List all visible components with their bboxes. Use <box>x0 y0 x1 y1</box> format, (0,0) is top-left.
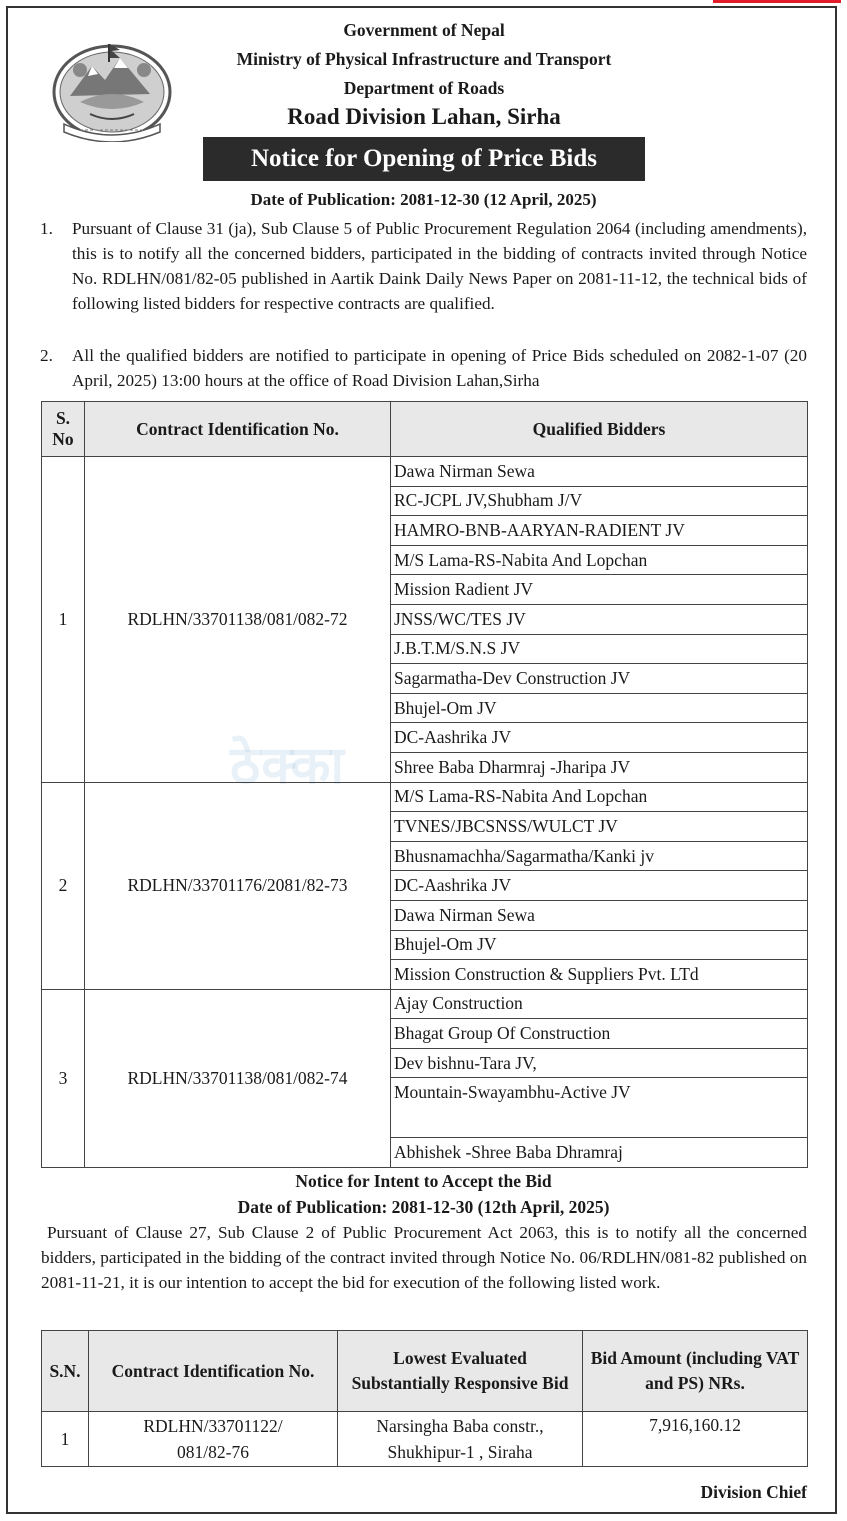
table-header-row <box>42 402 808 457</box>
bidder-cell: Mission Construction & Suppliers Pvt. LTd <box>391 960 808 990</box>
division-line: Road Division Lahan, Sirha <box>287 104 561 129</box>
col-bidders-header: Qualified Bidders <box>391 402 808 457</box>
bidder-cell: RC-JCPL JV,Shubham J/V <box>391 486 808 516</box>
col-amount-header: Bid Amount (including VAT and PS) NRs. <box>583 1331 808 1412</box>
contract-id-line: 081/82-76 <box>177 1442 249 1462</box>
bidder-cell: Mountain-Swayambhu-Active JV <box>391 1078 808 1138</box>
intent-date: Date of Publication: 2081-12-30 (12th April, 2025) <box>237 1197 610 1217</box>
paragraph-text: Pursuant of Clause 31 (ja), Sub Clause 5 of Public Procurement Regulation 2064 (including amendments), this is to notify all the concerned bidders, participated in the bidding of contracts invited through Notice No. RDLHN/081/82-05 published in Aartik Daink Daily News Paper on 2081-11-12, the technical bids of following listed bidders for respective contracts are qualified. <box>72 219 807 313</box>
department-line: Department of Roads <box>343 78 505 98</box>
corner-accent-mark <box>713 0 841 3</box>
accepted-bid-table <box>41 1330 808 1467</box>
bidder-cell: Mission Radient JV <box>391 575 808 605</box>
table-row <box>42 782 808 812</box>
bidder-cell: M/S Lama-RS-Nabita And Lopchan <box>391 782 808 812</box>
bidder-cell: M/S Lama-RS-Nabita And Lopchan <box>391 545 808 575</box>
row-sn: 3 <box>42 989 85 1167</box>
bidder-cell: Dawa Nirman Sewa <box>391 900 808 930</box>
paragraph-2 <box>40 343 807 393</box>
col-cid-header: Contract Identification No. <box>85 402 391 457</box>
row-contract-id: RDLHN/33701138/081/082-72 <box>85 457 391 783</box>
bidder-cell: J.B.T.M/S.N.S JV <box>391 634 808 664</box>
row-sn: 1 <box>42 1412 89 1467</box>
bidder-cell: Shree Baba Dharmraj -Jharipa JV <box>391 752 808 782</box>
signature-title: Division Chief <box>700 1482 807 1502</box>
bidder-line: Shukhipur-1 , Siraha <box>387 1442 533 1462</box>
bidder-cell: JNSS/WC/TES JV <box>391 604 808 634</box>
bidder-cell: Abhishek -Shree Baba Dhramraj <box>391 1138 808 1168</box>
paragraph-text: All the qualified bidders are notified to participate in opening of Price Bids scheduled on 2082-1-07 (20 April, 2025) 13:00 hours at the office of Road Division Lahan,Sirha <box>72 346 807 390</box>
notice-title-banner: Notice for Opening of Price Bids <box>203 137 645 181</box>
table-header-row <box>42 1331 808 1412</box>
table-row <box>42 457 808 487</box>
col-bid-header: Lowest Evaluated Substantially Responsive Bid <box>338 1331 583 1412</box>
bidder-cell: Sagarmatha-Dev Construction JV <box>391 664 808 694</box>
bidder-cell: Ajay Construction <box>391 989 808 1019</box>
bidder-line: Narsingha Baba constr., <box>376 1416 544 1436</box>
bidder-cell: Bhagat Group Of Construction <box>391 1019 808 1049</box>
paragraph-1 <box>40 216 807 316</box>
nepal-emblem-icon <box>50 36 174 142</box>
row-contract-id: RDLHN/33701138/081/082-74 <box>85 989 391 1167</box>
watermark-text: ठेक्का <box>230 736 345 796</box>
govt-line: Government of Nepal <box>343 20 505 40</box>
col-sn-header: S.N. <box>42 1331 89 1412</box>
row-contract-id <box>89 1412 338 1467</box>
col-sn-header: S. No <box>42 402 85 457</box>
bidder-cell: Dawa Nirman Sewa <box>391 457 808 487</box>
bidder-cell: TVNES/JBCSNSS/WULCT JV <box>391 812 808 842</box>
paragraph-number: 2. <box>40 346 53 365</box>
col-cid-header: Contract Identification No. <box>89 1331 338 1412</box>
ministry-line: Ministry of Physical Infrastructure and Transport <box>236 49 612 69</box>
row-contract-id: RDLHN/33701176/2081/82-73 <box>85 782 391 989</box>
table-row <box>42 989 808 1019</box>
publication-date: Date of Publication: 2081-12-30 (12 April, 2025) <box>250 190 597 209</box>
table-row <box>42 1412 808 1467</box>
bidder-cell: DC-Aashrika JV <box>391 871 808 901</box>
bidder-cell: DC-Aashrika JV <box>391 723 808 753</box>
letterhead <box>180 16 668 130</box>
bidder-cell: Bhujel-Om JV <box>391 930 808 960</box>
contract-id-line: RDLHN/33701122/ <box>143 1416 283 1436</box>
row-bidder <box>338 1412 583 1467</box>
bidder-cell: Dev bishnu-Tara JV, <box>391 1048 808 1078</box>
bidder-cell: Bhusnamachha/Sagarmatha/Kanki jv <box>391 841 808 871</box>
bidder-cell: HAMRO-BNB-AARYAN-RADIENT JV <box>391 516 808 546</box>
paragraph-number: 1. <box>40 219 53 238</box>
row-bid-amount: 7,916,160.12 <box>583 1412 808 1467</box>
qualified-bidders-table <box>41 401 808 1168</box>
row-sn: 1 <box>42 457 85 783</box>
row-sn: 2 <box>42 782 85 989</box>
intent-paragraph: Pursuant of Clause 27, Sub Clause 2 of Public Procurement Act 2063, this is to notify all the concerned bidders, participated in the bidding of the contract invited through Notice No. 06/RDLHN/081-82 published on 2081-11-21, it is our intention to accept the bid for execution of the following listed work. <box>41 1223 807 1292</box>
intent-title: Notice for Intent to Accept the Bid <box>295 1171 552 1191</box>
bidder-cell: Bhujel-Om JV <box>391 693 808 723</box>
